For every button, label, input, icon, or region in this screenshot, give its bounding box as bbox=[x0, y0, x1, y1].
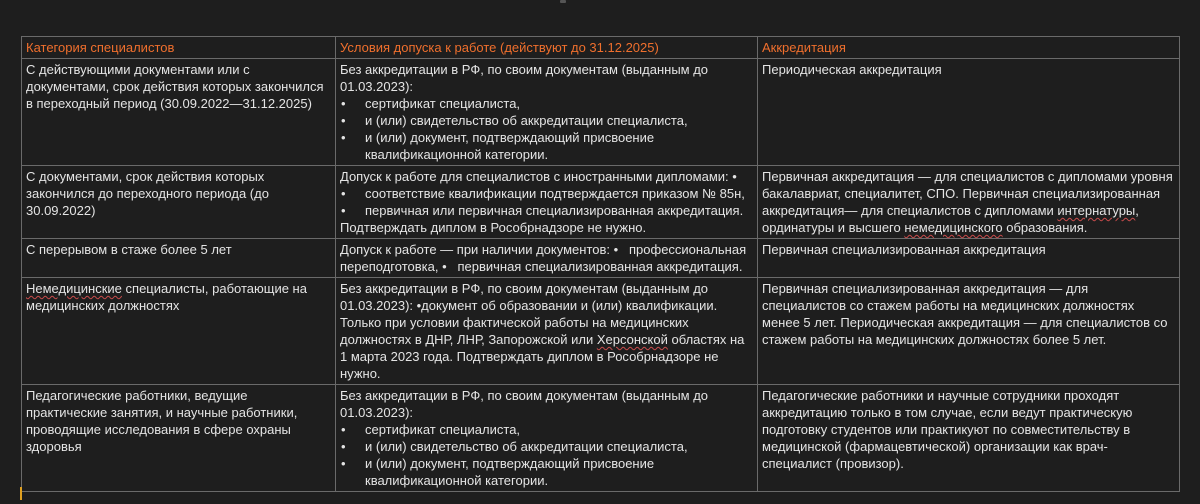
category-text: специалисты, работающие на медицинских должностях bbox=[26, 281, 307, 313]
conditions-text: областях на 1 марта 2023 года. Подтверждать диплом в Рособрнадзоре не нужно. bbox=[340, 332, 745, 381]
text-cursor bbox=[20, 487, 22, 500]
accreditation-text: Первичная аккредитация — для специалистов с дипломами уровня бакалавриат, специалитет, СПО. Первичная специализированная аккредитация— для специалистов с дипломами bbox=[762, 169, 1173, 218]
cell-category[interactable]: С действующими документами или с документами, срок действия которых закончился в переходный период (30.09.2022—31.12.2025) bbox=[22, 59, 336, 166]
header-conditions: Условия допуска к работе (действуют до 31.12.2025) bbox=[336, 37, 758, 59]
list-item: • и (или) документ, подтверждающий присвоение квалификационной категории. bbox=[340, 455, 753, 489]
spellcheck-word: интернатуры bbox=[1057, 203, 1136, 218]
list-item: • сертификат специалиста, bbox=[340, 421, 753, 438]
accreditation-text: образования. bbox=[1002, 220, 1088, 235]
cell-conditions[interactable] bbox=[336, 59, 758, 166]
cell-accreditation[interactable]: Периодическая аккредитация bbox=[758, 59, 1180, 166]
conditions-intro: Допуск к работе для специалистов с иностранными дипломами: • bbox=[340, 169, 737, 184]
cell-accreditation[interactable]: Первичная специализированная аккредитация bbox=[758, 239, 1180, 278]
cell-conditions[interactable] bbox=[336, 166, 758, 239]
admission-conditions-table bbox=[21, 36, 1180, 492]
conditions-list bbox=[340, 95, 753, 163]
window-top-indicator bbox=[560, 0, 566, 3]
conditions-list bbox=[340, 185, 753, 219]
cell-category[interactable] bbox=[22, 278, 336, 385]
cell-accreditation[interactable]: Педагогические работники и научные сотрудники проходят аккредитацию только в том случае, если ведут практическую подготовку студентов или практикуют по совместительству в медицинской (фармацевтической) организации как врач-специалист (провизор). bbox=[758, 385, 1180, 492]
cell-conditions[interactable] bbox=[336, 278, 758, 385]
header-accreditation: Аккредитация bbox=[758, 37, 1180, 59]
conditions-outro: Подтверждать диплом в Рособрнадзоре не нужно. bbox=[340, 220, 647, 235]
accreditation-text: , ординатуры и высшего bbox=[762, 203, 1139, 235]
conditions-intro: Без аккредитации в РФ, по своим документам (выданным до 01.03.2023): bbox=[340, 388, 709, 420]
spellcheck-word: Немедицинские bbox=[26, 281, 122, 296]
cell-accreditation[interactable]: Первичная специализированная аккредитация — для специалистов со стажем работы на медицинских должностях менее 5 лет. Периодическая аккредитация — для специалистов со стажем работы на медицинских должностях более 5 лет. bbox=[758, 278, 1180, 385]
list-item: • и (или) свидетельство об аккредитации специалиста, bbox=[340, 438, 753, 455]
header-category: Категория специалистов bbox=[22, 37, 336, 59]
list-item: • сертификат специалиста, bbox=[340, 95, 753, 112]
list-item: • соответствие квалификации подтверждается приказом № 85н, bbox=[340, 185, 753, 202]
table-row bbox=[22, 166, 1180, 239]
spellcheck-word: немедицинского bbox=[904, 220, 1003, 235]
conditions-intro: Без аккредитации в РФ, по своим документам (выданным до 01.03.2023): bbox=[340, 62, 709, 94]
table-row bbox=[22, 385, 1180, 492]
conditions-text: Без аккредитации в РФ, по своим документам (выданным до 01.03.2023): •документ об образовании и (или) квалификации. Только при условии фактической работы на медицинских должностях в ДНР, ЛНР, Запорожской или bbox=[340, 281, 718, 347]
table-row bbox=[22, 278, 1180, 385]
table-row bbox=[22, 239, 1180, 278]
cell-conditions[interactable] bbox=[336, 385, 758, 492]
cell-category[interactable]: С документами, срок действия которых закончился до переходного периода (до 30.09.2022) bbox=[22, 166, 336, 239]
conditions-list bbox=[340, 421, 753, 489]
spellcheck-word: Херсонской bbox=[596, 332, 668, 347]
table-header-row bbox=[22, 37, 1180, 59]
cell-category[interactable]: Педагогические работники, ведущие практические занятия, и научные работники, проводящие исследования в сфере охраны здоровья bbox=[22, 385, 336, 492]
list-item: • первичная или первичная специализированная аккредитация. bbox=[340, 202, 753, 219]
cell-conditions[interactable]: Допуск к работе — при наличии документов: • профессиональная переподготовка, • первичная специализированная аккредитация. bbox=[336, 239, 758, 278]
cell-accreditation[interactable] bbox=[758, 166, 1180, 239]
list-item: • и (или) документ, подтверждающий присвоение квалификационной категории. bbox=[340, 129, 753, 163]
list-item: • и (или) свидетельство об аккредитации специалиста, bbox=[340, 112, 753, 129]
table-row bbox=[22, 59, 1180, 166]
cell-category[interactable]: С перерывом в стаже более 5 лет bbox=[22, 239, 336, 278]
